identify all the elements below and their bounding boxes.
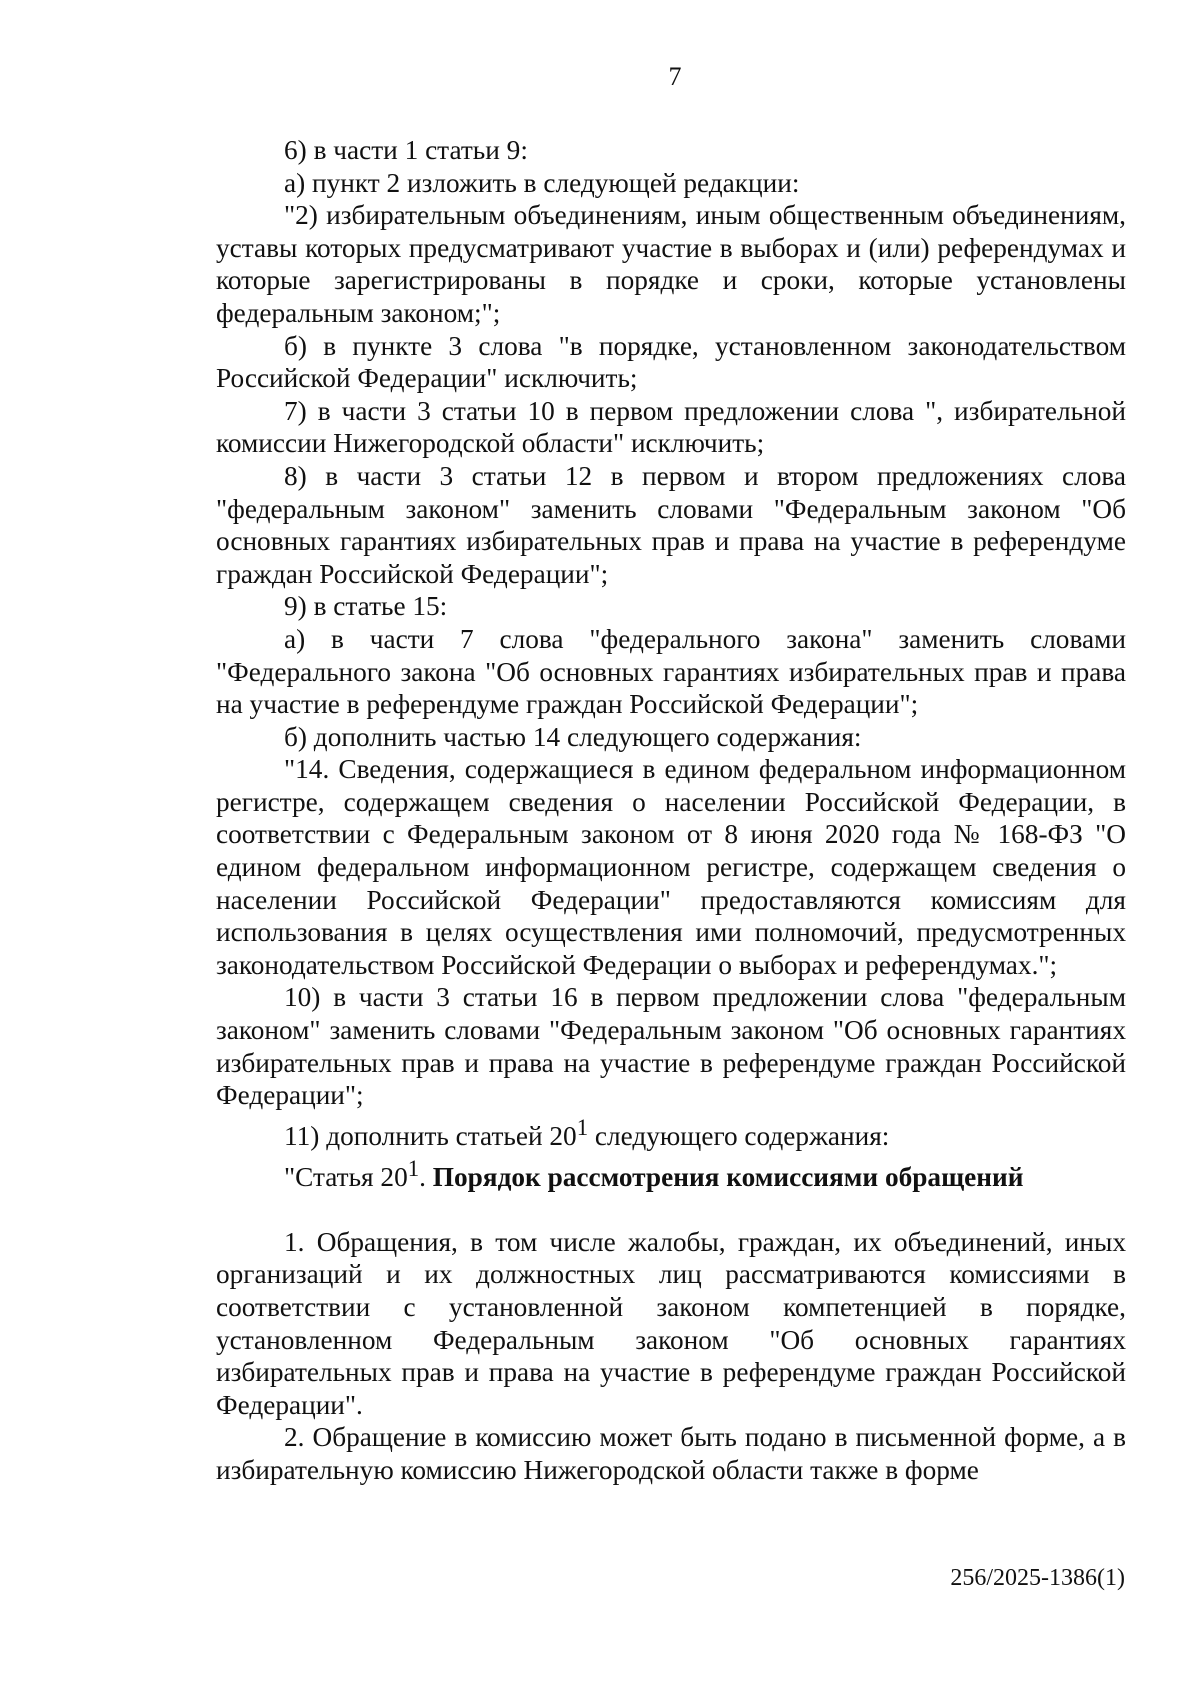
item11-text-end: следующего содержания: [588, 1120, 890, 1151]
item11-text: 11) дополнить статьей 20 [284, 1120, 577, 1151]
article-heading-prefix: "Статья 20 [284, 1161, 408, 1192]
page-number: 7 [668, 62, 682, 91]
paragraph: "14. Сведения, содержащиеся в едином федеральном информационном регистре, содержащем сведения о населении Российской Федерации, в соответствии с Федеральным законом от 8 июня 2020 года № 168-ФЗ "О едином федеральном информационном регистре, содержащем сведения о населении Российской Федерации" предоставляются комиссиям для использования в целях осуществления ими полномочий, предусмотренных законодательством Российской Федерации о выборах и референдумах."; [216, 754, 1126, 980]
paragraph: 9) в статье 15: [284, 591, 448, 622]
article-heading-dot: . [419, 1161, 433, 1192]
paragraph: "2) избирательным объединениям, иным общественным объединениям, уставы которых предусматривают участие в выборах и (или) референдумах и которые зарегистрированы в порядке и сроки, которые установлены федеральным законом;"; [216, 200, 1126, 328]
paragraph: б) в пункте 3 слова "в порядке, установленном законодательством Российской Федерации" исключить; [216, 330, 1126, 394]
article-heading [216, 1153, 1126, 1194]
paragraph: а) в части 7 слова "федерального закона" заменить словами "Федерального закона "Об основных гарантиях избирательных прав и права на участие в референдуме граждан Российской Федерации"; [216, 623, 1126, 720]
superscript: 1 [576, 1114, 589, 1140]
paragraph: а) пункт 2 изложить в следующей редакции: [284, 167, 800, 198]
article-paragraph: 2. Обращение в комиссию может быть подано в письменной форме, а в избирательную комиссию Нижегородской области также в форме [216, 1422, 1126, 1485]
document-code: 256/2025-1386(1) [950, 1565, 1125, 1591]
blank-line [216, 1193, 1126, 1226]
document-body [216, 134, 1126, 1487]
article-heading-title: Порядок рассмотрения комиссиями обращений [432, 1161, 1024, 1192]
paragraph: б) дополнить частью 14 следующего содержания: [284, 721, 862, 752]
superscript: 1 [407, 1155, 420, 1181]
paragraph: 8) в части 3 статьи 12 в первом и втором предложениях слова "федеральным законом" заменить словами "Федеральным законом "Об основных гарантиях избирательных прав и права на участие в референдуме граждан Российской Федерации"; [216, 460, 1126, 589]
paragraph: 10) в части 3 статьи 16 в первом предложении слова "федеральным законом" заменить словами "Федеральным законом "Об основных гарантиях избирательных прав и права на участие в референдуме граждан Российской Федерации"; [216, 982, 1126, 1111]
paragraph: 7) в части 3 статьи 10 в первом предложении слова ", избирательной комиссии Нижегородской области" исключить; [216, 395, 1126, 459]
paragraph: 6) в части 1 статьи 9: [284, 135, 528, 165]
paragraph-item-11 [216, 1112, 1126, 1153]
article-paragraph: 1. Обращения, в том числе жалобы, граждан, их объединений, иных организаций и их должностных лиц рассматриваются комиссиями в соответствии с установленной законом компетенцией в порядке, установленном Федеральным законом "Об основных гарантиях избирательных прав и права на участие в референдуме граждан Российской Федерации". [216, 1226, 1126, 1420]
